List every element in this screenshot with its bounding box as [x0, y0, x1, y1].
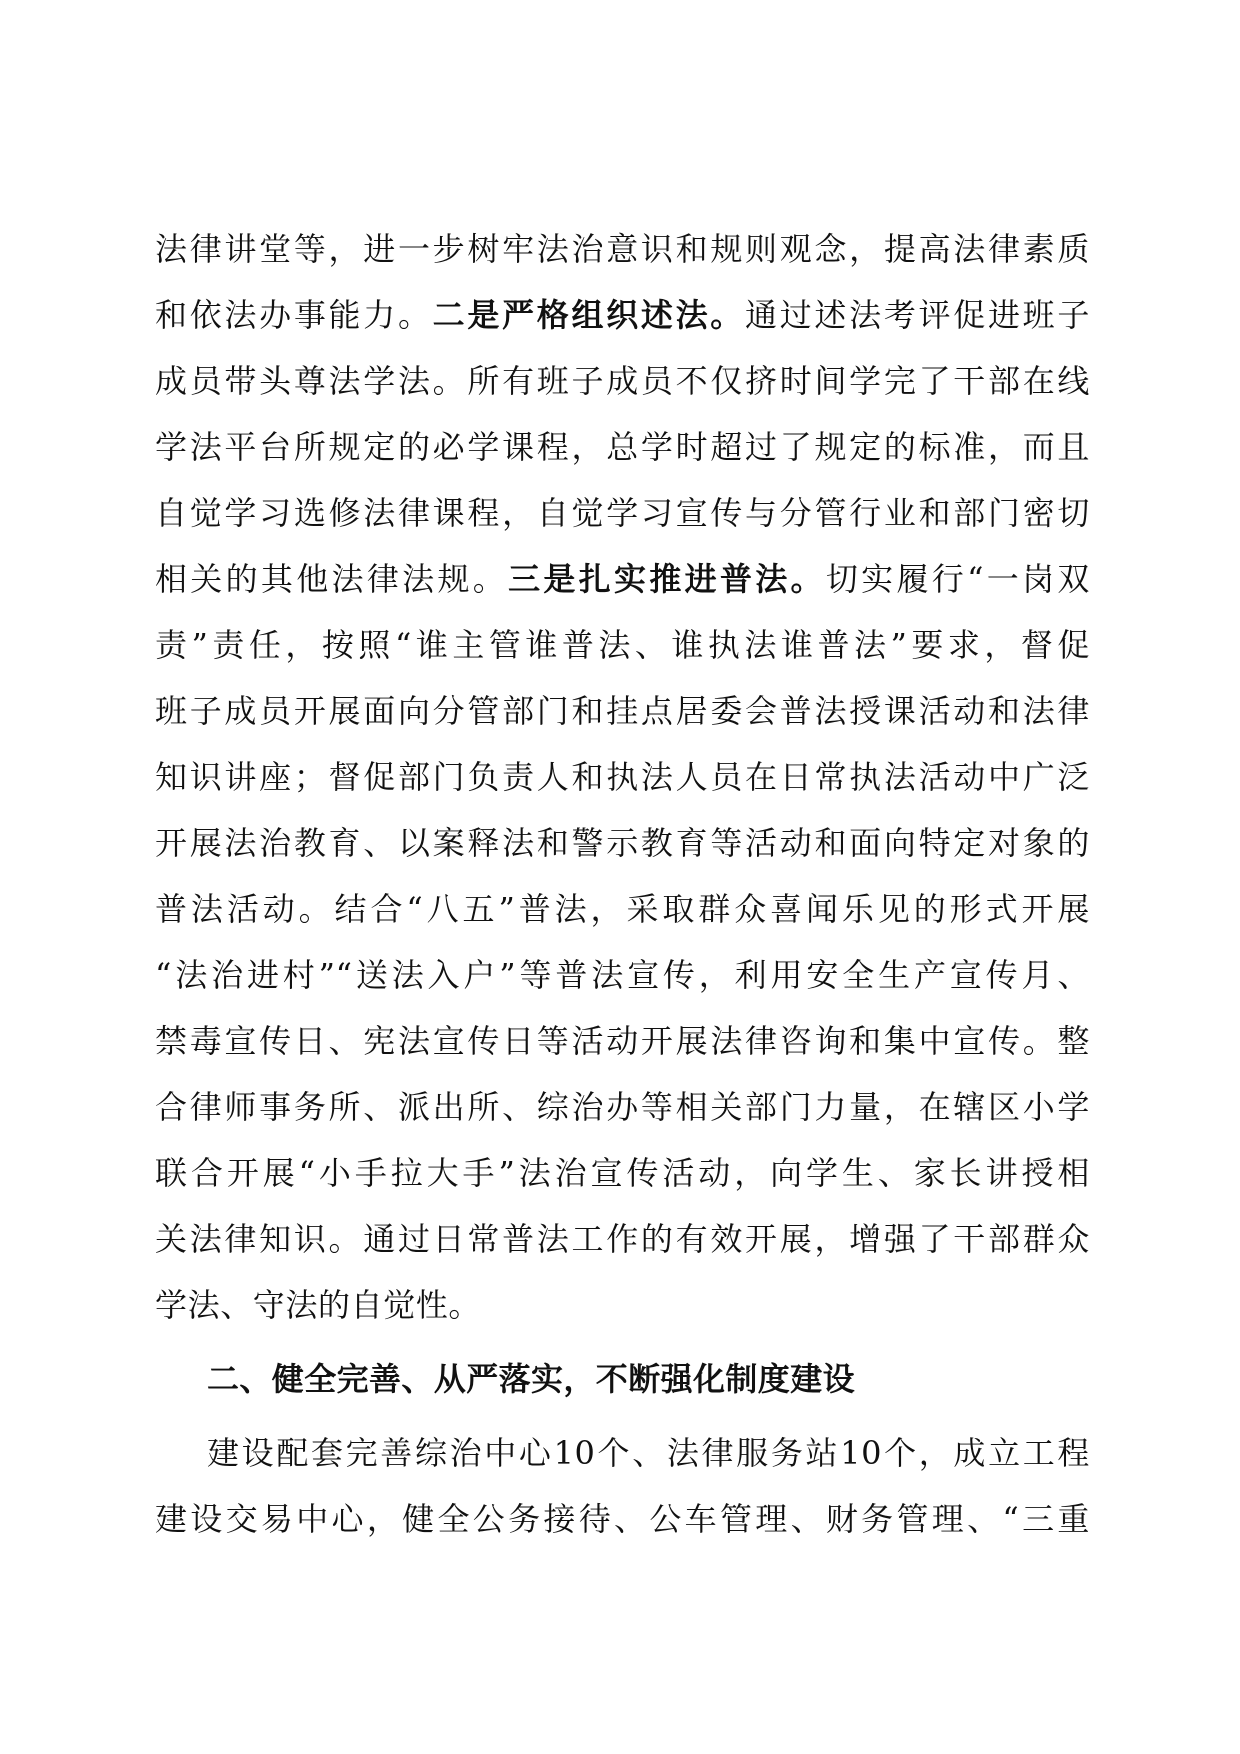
text-line: 开展法治教育、以案释法和警示教育等活动和面向特定对象的	[155, 824, 1090, 862]
text-line: 禁毒宣传日、宪法宣传日等活动开展法律咨询和集中宣传。整	[155, 1022, 1090, 1060]
text-line: 自觉学习选修法律课程，自觉学习宣传与分管行业和部门密切	[155, 494, 1090, 532]
text-run: 和依法办事能力。	[155, 296, 433, 334]
section-heading: 二、健全完善、从严落实，不断强化制度建设	[207, 1360, 856, 1398]
text-line: 学法、守法的自觉性。	[155, 1286, 482, 1324]
text-line	[155, 282, 1090, 348]
text-line: 成员带头尊法学法。所有班子成员不仅挤时间学完了干部在线	[155, 362, 1090, 400]
text-line	[155, 546, 1090, 612]
bold-subpoint-3: 三是扎实推进普法。	[508, 560, 826, 598]
paragraph-gap	[155, 1338, 1090, 1346]
text-line: 责”责任，按照“谁主管谁普法、谁执法谁普法”要求，督促	[155, 626, 1090, 664]
text-run: 通过述法考评促进班子	[745, 296, 1090, 334]
bold-subpoint-2: 二是严格组织述法。	[432, 296, 746, 334]
text-line: 建设交易中心，健全公务接待、公车管理、财务管理、“三重	[155, 1500, 1090, 1538]
text-line: 普法活动。结合“八五”普法，采取群众喜闻乐见的形式开展	[155, 890, 1090, 928]
text-run: 相关的其他法律法规。	[155, 560, 509, 598]
text-line: 学法平台所规定的必学课程，总学时超过了规定的标准，而且	[155, 428, 1090, 466]
text-line: 知识讲座；督促部门负责人和执法人员在日常执法活动中广泛	[155, 758, 1090, 796]
paragraph-gap	[155, 1412, 1090, 1420]
text-line: 建设配套完善综治中心10个、法律服务站10个，成立工程	[207, 1434, 1090, 1472]
text-line: 合律师事务所、派出所、综治办等相关部门力量，在辖区小学	[155, 1088, 1090, 1126]
text-line: “法治进村”“送法入户”等普法宣传，利用安全生产宣传月、	[155, 956, 1090, 994]
text-run: 切实履行“一岗双	[825, 560, 1090, 598]
body-text	[155, 216, 1090, 1552]
text-line: 联合开展“小手拉大手”法治宣传活动，向学生、家长讲授相	[155, 1154, 1090, 1192]
text-line: 法律讲堂等，进一步树牢法治意识和规则观念，提高法律素质	[155, 230, 1090, 268]
text-line: 班子成员开展面向分管部门和挂点居委会普法授课活动和法律	[155, 692, 1090, 730]
text-line: 关法律知识。通过日常普法工作的有效开展，增强了干部群众	[155, 1220, 1090, 1258]
